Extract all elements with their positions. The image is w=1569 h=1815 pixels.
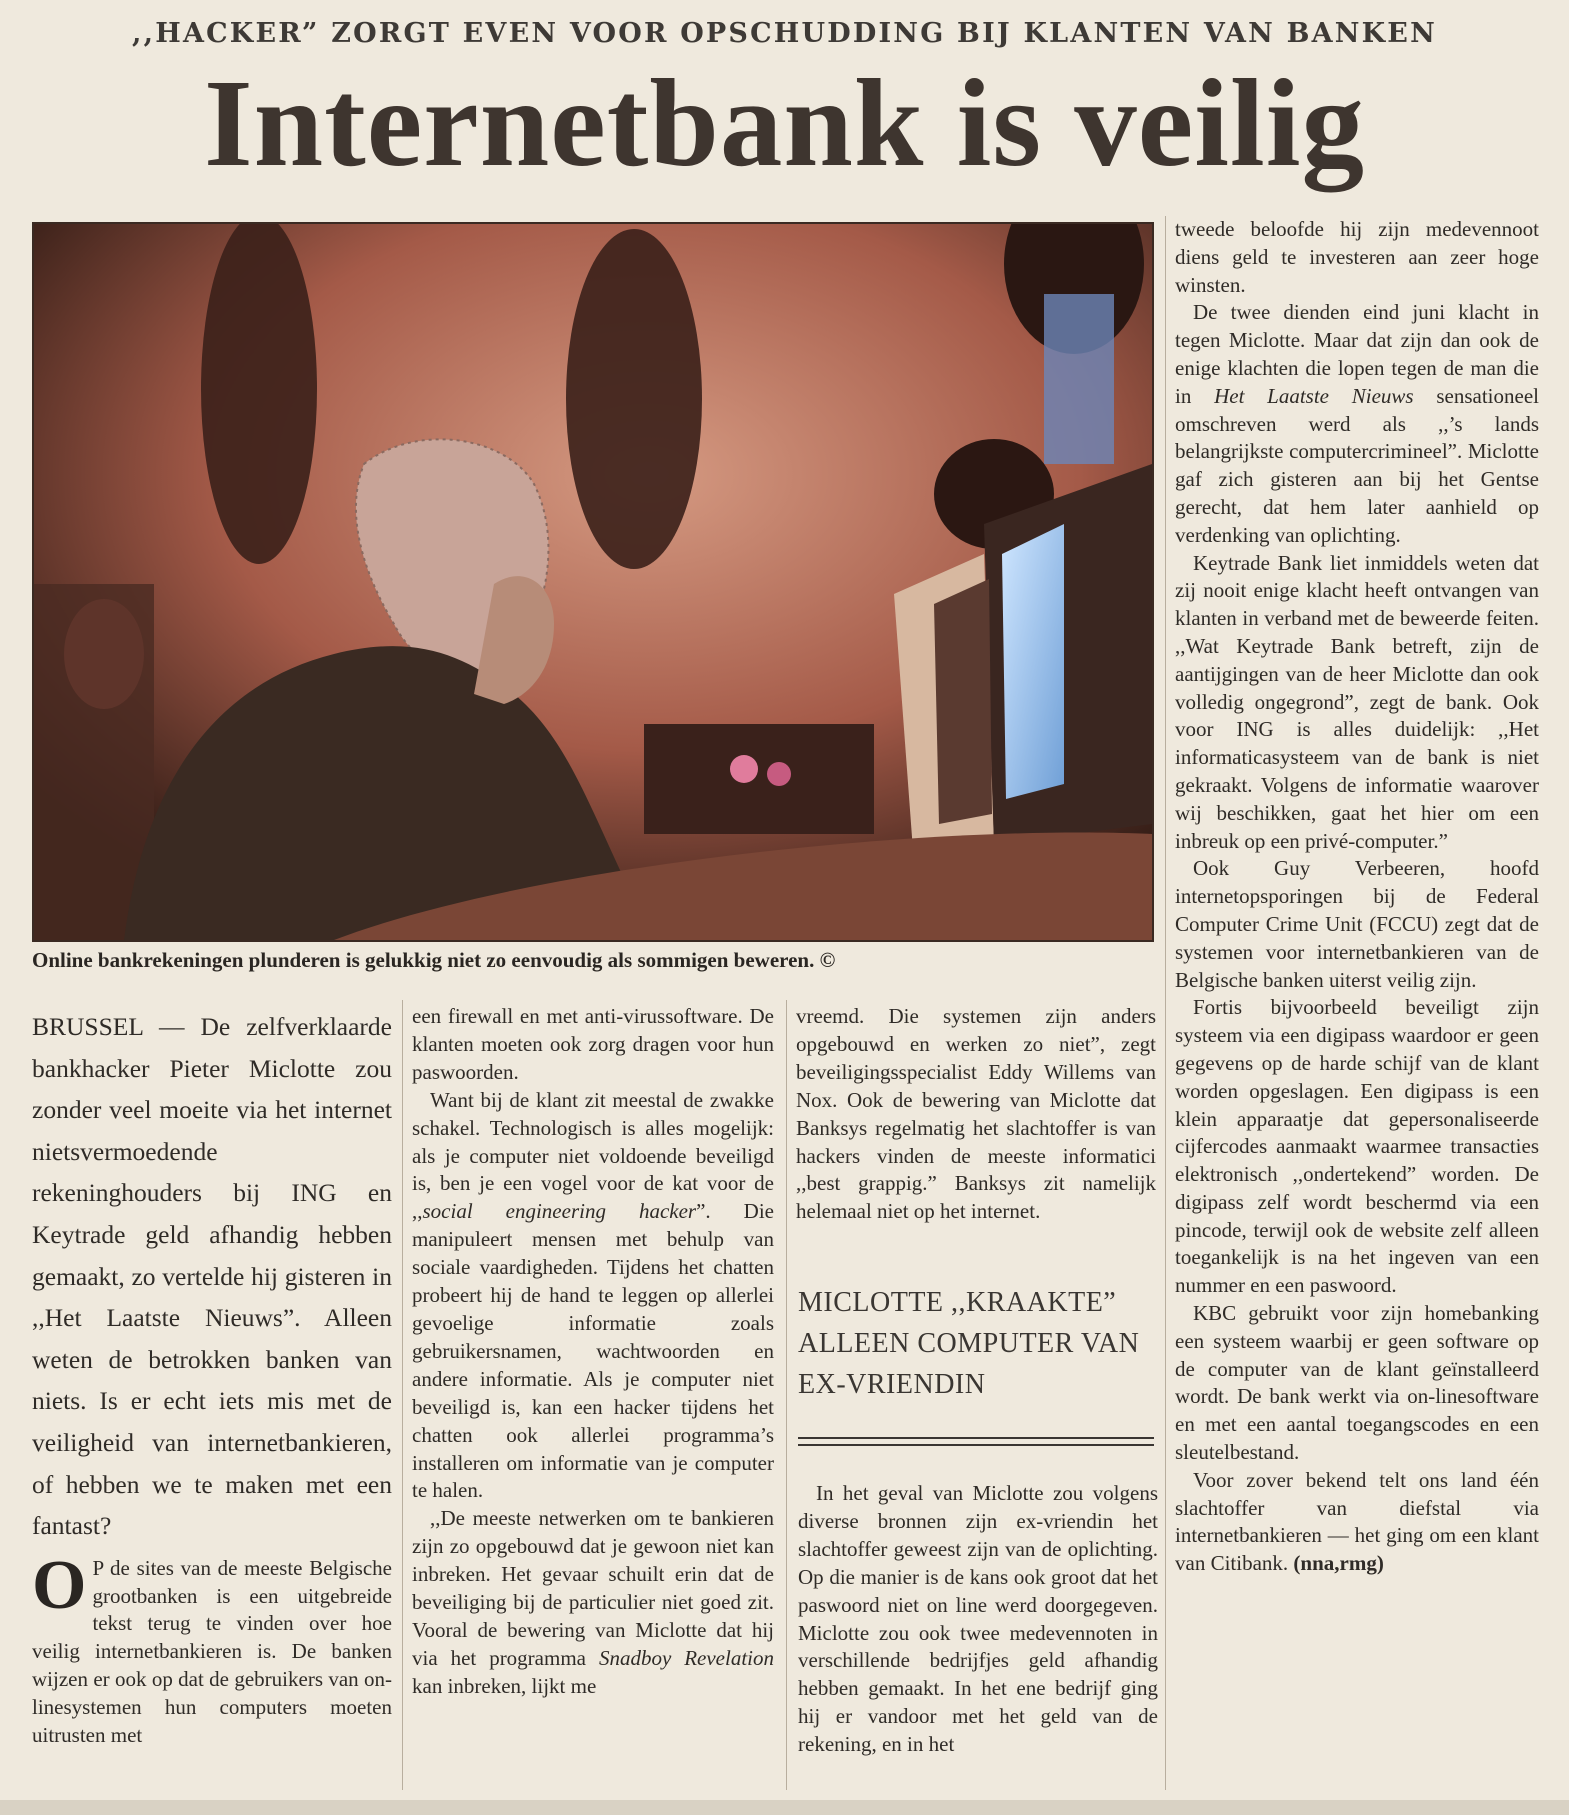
article-photo	[32, 222, 1154, 942]
photo-illustration	[34, 224, 1152, 940]
subhead-rule	[798, 1437, 1154, 1439]
body-paragraph: een firewall en met anti-virussoftware. De klanten moeten ook zorg dragen voor hun paswoorden.	[412, 1004, 774, 1084]
subhead-rule	[798, 1444, 1154, 1446]
lead-paragraph: BRUSSEL — De zelfverklaarde bankhacker Pieter Miclotte zou zonder veel moeite via het internet nietsvermoedende rekeninghouders bij ING en Keytrade geld afhandig hebben gemaakt, zo vertelde hij gisteren in ,,Het Laatste Nieuws”. Alleen weten de betrokken banken van niets. Is er echt iets mis met de veiligheid van internetbankieren, of hebben we te maken met een fantast?	[32, 1012, 392, 1541]
body-paragraph: Ook Guy Verbeeren, hoofd internetopsporingen bij de Federal Computer Crime Unit (FCCU) zegt dat de systemen voor internetbankieren van de Belgische banken uiterst veilig zijn.	[1175, 856, 1539, 992]
body-paragraph: vreemd. Die systemen zijn anders opgebouwd en werken zo niet”, zegt beveiligingsspecialist Eddy Willems van Nox. Ook de bewering van Miclotte dat Banksys regelmatig het slachtoffer is van hackers vinden de meeste informatici ,,best grappig.” Banksys zit namelijk helemaal niet op het internet.	[796, 1004, 1156, 1224]
body-paragraph: Voor zover bekend telt ons land één slachtoffer van diefstal via internetbankieren — het ging om een klant van Citibank. (nna,rmg)	[1175, 1467, 1539, 1576]
article-subhead: MICLOTTE ,,KRAAKTE” ALLEEN COMPUTER VAN EX-VRIENDIN	[798, 1287, 1140, 1400]
article-column-4	[1175, 216, 1539, 1578]
article-column-2	[412, 1003, 774, 1701]
page-edge	[0, 1800, 1569, 1815]
column-divider	[786, 1000, 787, 1790]
body-paragraph: tweede beloofde hij zijn medevennoot diens geld te investeren aan zeer hoge winsten.	[1175, 217, 1539, 297]
body-paragraph: O P de sites van de meeste Belgische grootbanken is een uitgebreide tekst terug te vinden over hoe veilig internetbankieren is. De banken wijzen er ook op dat de gebruikers van on-linesystemen hun computers moeten uitrusten met	[32, 1546, 392, 1747]
body-paragraph: Want bij de klant zit meestal de zwakke schakel. Technologisch is alles mogelijk: als je computer niet voldoende beveiligd is, ben je een vogel voor de kat voor de ,,social engineering hacker”. Die manipuleert mensen met behulp van sociale vaardigheden. Tijdens het chatten probeert hij de hand te leggen op allerlei gevoelige informatie zoals gebruikersnamen, wachtwoorden en andere informatie. Als je computer niet beveiligd is, kan een hacker tijdens het chatten ook allerlei programma’s installeren om informatie van je computer te halen.	[412, 1087, 774, 1503]
author-signoff: (nna,rmg)	[1293, 1551, 1384, 1576]
column-divider	[402, 1000, 403, 1790]
article-headline: Internetbank is veilig	[204, 55, 1365, 193]
photo-caption: Online bankrekeningen plunderen is gelukkig niet zo eenvoudig als sommigen beweren. ©	[32, 948, 836, 972]
article-column-1	[32, 1006, 392, 1749]
body-paragraph: Keytrade Bank liet inmiddels weten dat zij nooit enige klacht heeft ontvangen van klanten in verband met de beweerde feiten. ,,Wat Keytrade Bank betreft, zijn de aantijgingen van de heer Miclotte dan ook volledig ongegrond”, zegt de bank. Ook voor ING is alles duidelijk: ,,Het informaticasysteem van de bank is niet gekraakt. Volgens de informatie waarover wij beschikken, gaat het hier om een inbreuk op een privé-computer.”	[1175, 550, 1539, 853]
column-divider	[1165, 216, 1166, 1790]
body-paragraph: ,,De meeste netwerken om te bankieren zijn zo opgebouwd dat je gewoon niet kan inbreken. Het gevaar schuilt erin dat de beveiliging bij de particulier niet goed zit. Vooral de bewering van Miclotte dat hij via het programma Snadboy Revelation kan inbreken, lijkt me	[412, 1506, 774, 1698]
drop-cap: O	[32, 1546, 87, 1624]
article-column-3	[796, 1003, 1156, 1226]
article-column-3b	[798, 1480, 1158, 1759]
body-paragraph: KBC gebruikt voor zijn homebanking een systeem waarbij er geen software op de computer van de klant geïnstalleerd wordt. De bank werkt via on-linesoftware en met een aantal toegangscodes en een sleutelbestand.	[1175, 1301, 1539, 1465]
article-kicker: ,,HACKER” ZORGT EVEN VOOR OPSCHUDDING BIJ KLANTEN VAN BANKEN	[132, 18, 1437, 49]
body-paragraph: Fortis bijvoorbeeld beveiligt zijn systeem via een digipass waardoor er geen gegevens op de harde schijf van de klant worden opgeslagen. Een digipass is een klein apparaatje dat gepersonaliseerde cijfercodes aanmaakt waarmee transacties elektronisch ,,ondertekend” worden. De digipass zelf wordt beschermd via een pincode, terwijl ook de website zelf alleen toegankelijk is na het ingeven van een nummer en een paswoord.	[1175, 995, 1539, 1298]
body-paragraph: In het geval van Miclotte zou volgens diverse bronnen zijn ex-vriendin het slachtoffer geweest zijn van de oplichting. Op die manier is de kans ook groot dat het paswoord niet on line werd doorgegeven. Miclotte zou ook twee medevennoten in verschillende bedrijfjes geld afhandig hebben gemaakt. In het ene bedrijf ging hij er vandoor met het geld van de rekening, en in het	[798, 1481, 1158, 1757]
body-paragraph: De twee dienden eind juni klacht in tegen Miclotte. Maar dat zijn dan ook de enige klachten die lopen tegen de man die in Het Laatste Nieuws sensationeel omschreven werd als ,,’s lands belangrijkste computercrimineel”. Miclotte gaf zich gisteren aan bij het Gentse gerecht, dat hem later aanhield op verdenking van oplichting.	[1175, 300, 1539, 547]
